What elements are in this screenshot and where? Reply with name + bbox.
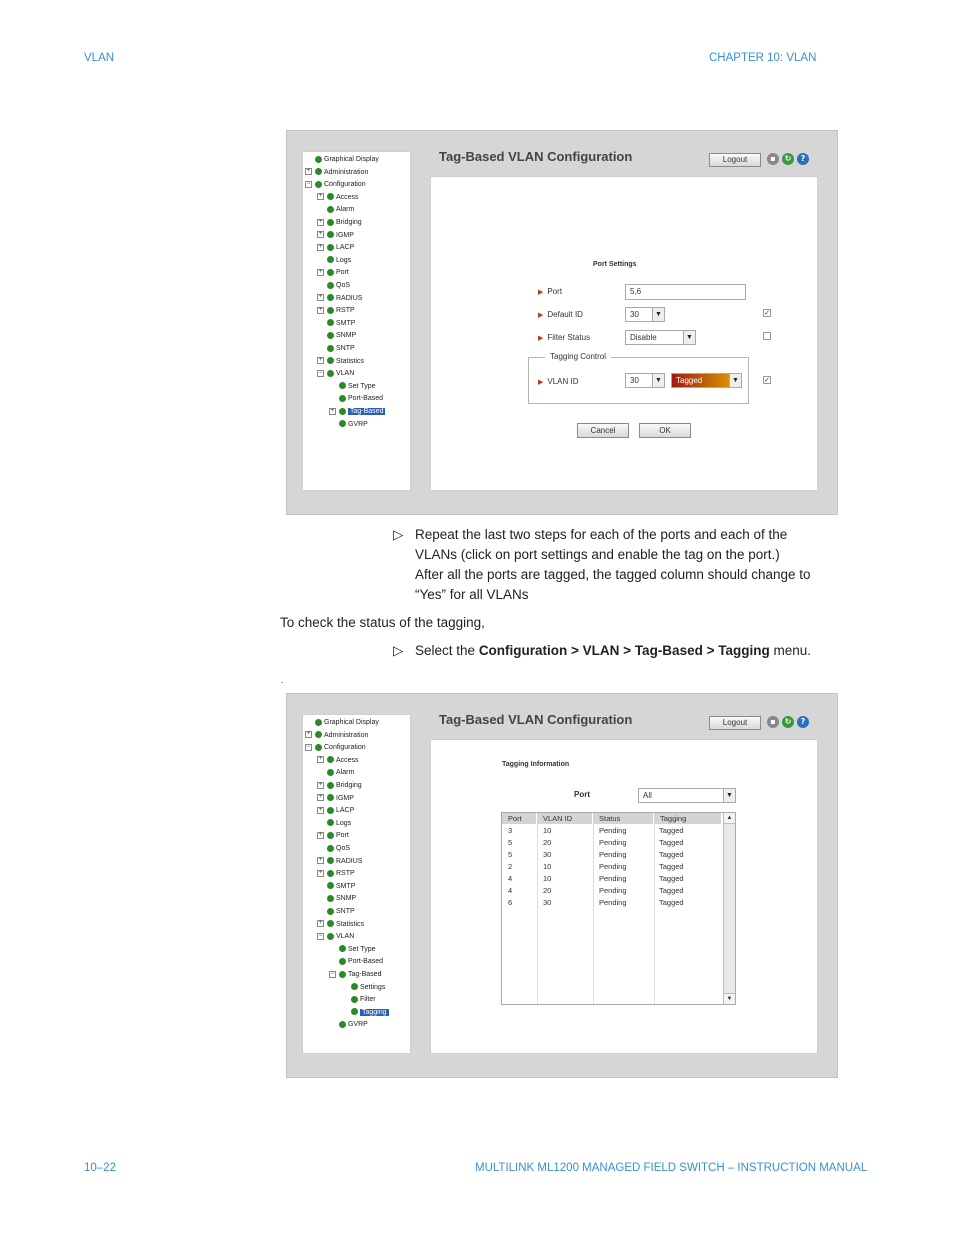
cell-tagging: Tagged	[659, 862, 684, 871]
cell-status: Pending	[599, 838, 627, 847]
nav-tree	[302, 151, 411, 491]
cell-tagging: Tagged	[659, 886, 684, 895]
cell-status: Pending	[599, 826, 627, 835]
expand-icon[interactable]: +	[318, 756, 323, 763]
nav-item-snmp[interactable]	[317, 893, 356, 905]
nav-item-qos[interactable]	[317, 280, 350, 292]
tagging-control-label: Tagging Control	[545, 352, 611, 361]
collapse-icon[interactable]: −	[318, 932, 323, 939]
nav-item-label: SMTP	[336, 319, 356, 327]
cell-vlan-id: 20	[543, 838, 552, 847]
nav-item-label: Administration	[324, 168, 369, 176]
bullet-icon	[327, 908, 334, 915]
nav-item-label: SNTP	[336, 345, 355, 352]
cell-vlan-id: 20	[543, 886, 552, 895]
nav-item-gvrp[interactable]	[329, 1019, 368, 1031]
bullet-icon	[327, 370, 334, 377]
default-id-select[interactable]: 30 ▼	[625, 307, 665, 322]
cell-vlan-id: 30	[543, 898, 552, 907]
bullet-icon	[315, 168, 322, 175]
nav-item-label: SMTP	[336, 882, 356, 890]
cell-port: 5	[508, 850, 513, 859]
expand-icon[interactable]: +	[318, 357, 323, 364]
cancel-button[interactable]: Cancel	[577, 423, 629, 438]
nav-item-port[interactable]	[317, 267, 349, 279]
nav-item-lacp[interactable]	[317, 805, 354, 817]
tagging-table	[501, 812, 736, 1005]
nav-item-label: LACP	[336, 807, 355, 815]
expand-icon[interactable]: +	[306, 731, 311, 738]
bullet-icon	[327, 345, 334, 352]
bullet-icon	[327, 307, 334, 314]
bullet-icon	[339, 420, 346, 427]
stray-dot: .	[281, 675, 284, 685]
bullet-icon	[339, 958, 346, 965]
bullet-icon	[327, 206, 334, 213]
nav-item-label: Administration	[324, 731, 369, 739]
cell-port: 5	[508, 838, 513, 847]
bullet-icon	[351, 983, 358, 990]
nav-item-tag-based[interactable]	[329, 969, 381, 981]
bullet-icon	[327, 357, 334, 364]
save-icon[interactable]: ▪	[767, 153, 779, 165]
nav-item-set-type[interactable]	[329, 381, 376, 393]
logout-button[interactable]: Logout	[709, 716, 761, 730]
bullet-triangle-icon: ▷	[393, 527, 404, 542]
scroll-up-icon[interactable]: ▲	[724, 813, 735, 824]
cell-vlan-id: 10	[543, 862, 552, 871]
bullet-icon	[327, 870, 334, 877]
nav-item-igmp[interactable]	[317, 230, 354, 242]
cell-port: 3	[508, 826, 513, 835]
tagging-info-title: Tagging Information	[502, 761, 570, 768]
nav-item-label: Port-Based	[348, 958, 384, 966]
nav-item-label: LACP	[336, 244, 355, 252]
nav-item-label: Set Type	[348, 382, 376, 390]
filter-status-label: ▶ Filter Status	[538, 333, 591, 342]
bullet-icon	[327, 782, 334, 789]
screenshot-port-settings	[286, 130, 838, 515]
nav-item-igmp[interactable]	[317, 793, 354, 805]
nav-item-label: QoS	[336, 845, 351, 852]
cell-vlan-id: 10	[543, 874, 552, 883]
expand-icon[interactable]: +	[318, 869, 323, 876]
nav-item-lacp[interactable]	[317, 242, 354, 254]
table-scrollbar[interactable]	[723, 813, 735, 1004]
cell-tagging: Tagged	[659, 826, 684, 835]
nav-item-access[interactable]	[317, 192, 359, 204]
expand-icon[interactable]: +	[306, 168, 311, 175]
expand-icon[interactable]: +	[318, 231, 323, 238]
tag-select[interactable]: Tagged ▼	[671, 373, 742, 388]
bullet-icon	[327, 769, 334, 776]
content-panel	[430, 176, 818, 491]
collapse-icon[interactable]: −	[330, 970, 335, 977]
expand-icon[interactable]: +	[318, 857, 323, 864]
nav-item-smtp[interactable]	[317, 881, 355, 893]
nav-item-label: Bridging	[336, 219, 362, 226]
nav-item-label: Configuration	[324, 181, 366, 189]
nav-item-configuration[interactable]	[305, 179, 366, 191]
nav-item-logs[interactable]	[317, 255, 351, 267]
nav-item-label: Tag-Based	[350, 408, 384, 415]
nav-item-label: VLAN	[336, 933, 355, 941]
save-icon[interactable]: ▪	[767, 716, 779, 728]
cell-vlan-id: 30	[543, 850, 552, 859]
nav-item-label: Port	[336, 832, 349, 840]
bullet-icon	[315, 744, 322, 751]
nav-item-label: Logs	[336, 819, 352, 827]
cell-status: Pending	[599, 862, 627, 871]
nav-item-label: Settings	[360, 983, 386, 991]
cell-tagging: Tagged	[659, 850, 684, 859]
nav-item-logs[interactable]	[317, 818, 351, 830]
bullet-icon	[327, 256, 334, 263]
cell-status: Pending	[599, 886, 627, 895]
footer-left: 10–22	[84, 1162, 116, 1174]
nav-item-label: RSTP	[336, 870, 355, 878]
nav-item-alarm[interactable]	[317, 204, 354, 216]
cell-port: 6	[508, 898, 513, 907]
nav-item-radius[interactable]	[317, 856, 362, 868]
collapse-icon[interactable]: −	[306, 180, 311, 187]
expand-icon[interactable]: +	[318, 218, 323, 225]
header-left: VLAN	[84, 52, 115, 64]
nav-item-alarm[interactable]	[317, 767, 354, 779]
bullet-icon	[351, 1008, 358, 1015]
cell-port: 4	[508, 874, 513, 883]
nav-item-label: SNMP	[336, 895, 357, 903]
cell-status: Pending	[599, 874, 627, 883]
filter-status-checkbox[interactable]	[763, 332, 771, 340]
vlan-id-checkbox[interactable]: ✓	[764, 376, 770, 384]
nav-item-configuration[interactable]	[305, 742, 366, 754]
nav-item-label: Alarm	[336, 206, 355, 214]
expand-icon[interactable]: +	[318, 306, 323, 313]
bullet-triangle-icon: ▷	[393, 643, 404, 658]
expand-icon[interactable]: +	[318, 794, 323, 801]
nav-item-label: Configuration	[324, 744, 366, 752]
cell-status: Pending	[599, 898, 627, 907]
bullet-icon	[339, 971, 346, 978]
bullet-icon	[315, 181, 322, 188]
nav-item-label: RSTP	[336, 307, 355, 315]
bullet-icon	[327, 219, 334, 226]
nav-item-sntp[interactable]	[317, 906, 355, 918]
expand-icon[interactable]: +	[318, 832, 323, 839]
help-icon[interactable]: ?	[797, 153, 809, 165]
nav-item-label: Tag-Based	[348, 971, 382, 978]
footer-right: MULTILINK ML1200 MANAGED FIELD SWITCH – INSTRUCTION MANUAL	[475, 1162, 868, 1174]
nav-item-graphical-display[interactable]	[305, 154, 379, 166]
bullet-icon	[327, 882, 334, 889]
nav-item-label: Bridging	[336, 782, 362, 789]
cell-tagging: Tagged	[659, 838, 684, 847]
default-id-label: ▶ Default ID	[538, 310, 583, 319]
nav-item-statistics[interactable]	[317, 919, 364, 931]
cell-tagging: Tagged	[659, 898, 684, 907]
bullet-icon	[315, 731, 322, 738]
col-header-vlan-id[interactable]: VLAN ID	[537, 813, 593, 824]
nav-item-access[interactable]	[317, 755, 359, 767]
nav-item-vlan[interactable]	[317, 931, 354, 943]
collapse-icon[interactable]: −	[318, 369, 323, 376]
nav-item-label: Port-Based	[348, 395, 384, 403]
nav-item-administration[interactable]	[305, 730, 368, 742]
nav-item-label: VLAN	[336, 370, 355, 378]
nav-item-graphical-display[interactable]	[305, 717, 379, 729]
nav-item-label: Port	[336, 269, 349, 277]
nav-item-snmp[interactable]	[317, 330, 356, 342]
nav-item-port-based[interactable]	[329, 393, 383, 405]
nav-item-bridging[interactable]	[317, 780, 362, 792]
nav-item-label: IGMP	[336, 231, 354, 239]
nav-item-label: QoS	[336, 282, 351, 289]
nav-item-vlan[interactable]	[317, 368, 354, 380]
nav-item-label: Graphical Display	[324, 156, 379, 163]
nav-tree	[302, 714, 411, 1054]
nav-item-label: Access	[336, 193, 359, 201]
scroll-down-icon[interactable]: ▼	[724, 993, 735, 1004]
expand-icon[interactable]: +	[318, 243, 323, 250]
nav-item-label: Statistics	[336, 920, 365, 928]
bullet-line-1: Repeat the last two steps for each of the ports and each of the	[415, 527, 788, 542]
expand-icon[interactable]: +	[318, 193, 323, 200]
nav-item-radius[interactable]	[317, 293, 362, 305]
bullet-icon	[327, 857, 334, 864]
bullet-icon	[327, 319, 334, 326]
expand-icon[interactable]: +	[318, 806, 323, 813]
expand-icon[interactable]: +	[318, 920, 323, 927]
nav-item-label: RADIUS	[336, 294, 363, 302]
cell-status: Pending	[599, 850, 627, 859]
bullet-icon	[339, 395, 346, 402]
nav-item-label: Graphical Display	[324, 719, 379, 726]
bullet-icon	[351, 996, 358, 1003]
expand-icon[interactable]: +	[318, 294, 323, 301]
bullet-icon	[327, 231, 334, 238]
bullet-icon	[327, 282, 334, 289]
bullet-icon	[327, 244, 334, 251]
nav-item-label: Tagging	[362, 1008, 387, 1016]
bullet-line-3: After all the ports are tagged, the tagged column should change to	[415, 567, 811, 582]
bullet-icon	[315, 156, 322, 163]
nav-item-filter[interactable]	[341, 994, 376, 1006]
ok-button[interactable]: OK	[639, 423, 691, 438]
nav-item-smtp[interactable]	[317, 318, 355, 330]
nav-item-rstp[interactable]	[317, 868, 355, 880]
bullet-icon	[327, 933, 334, 940]
nav-item-settings[interactable]	[341, 982, 385, 994]
bullet-icon	[327, 819, 334, 826]
expand-icon[interactable]: +	[318, 781, 323, 788]
bullet-icon	[327, 807, 334, 814]
nav-item-tag-based[interactable]	[329, 406, 385, 418]
bullet-icon	[327, 269, 334, 276]
nav-item-statistics[interactable]	[317, 356, 364, 368]
nav-item-sntp[interactable]	[317, 343, 355, 355]
bullet-icon	[327, 920, 334, 927]
nav-item-label: Access	[336, 756, 359, 764]
bullet-icon	[339, 945, 346, 952]
nav-item-rstp[interactable]	[317, 305, 355, 317]
chevron-down-icon: ▼	[652, 308, 664, 321]
bullet-line-2: VLANs (click on port settings and enable the tag on the port.)	[415, 547, 780, 562]
default-id-checkbox[interactable]: ✓	[764, 309, 770, 317]
bullet-icon	[339, 408, 346, 415]
nav-item-label: Logs	[336, 256, 352, 264]
nav-item-bridging[interactable]	[317, 217, 362, 229]
content-panel	[430, 739, 818, 1054]
nav-item-port[interactable]	[317, 830, 349, 842]
nav-item-administration[interactable]	[305, 167, 368, 179]
select-instruction: Select the Configuration > VLAN > Tag-Based > Tagging menu.	[415, 643, 811, 658]
refresh-icon[interactable]: ↻	[782, 153, 794, 165]
bullet-line-4: “Yes” for all VLANs	[415, 587, 529, 602]
bullet-icon	[327, 845, 334, 852]
chevron-down-icon: ▼	[723, 789, 735, 802]
bullet-icon	[339, 1021, 346, 1028]
vlan-id-label: ▶ VLAN ID	[538, 377, 579, 386]
port-label: ▶ Port	[538, 287, 563, 296]
port-filter-select[interactable]: All ▼	[638, 788, 736, 803]
bullet-icon	[327, 294, 334, 301]
nav-item-port-based[interactable]	[329, 956, 383, 968]
bullet-icon	[339, 382, 346, 389]
chevron-down-icon: ▼	[652, 374, 664, 387]
nav-item-label: RADIUS	[336, 857, 363, 865]
nav-item-label: Filter	[360, 996, 376, 1004]
cell-port: 2	[508, 862, 513, 871]
refresh-icon[interactable]: ↻	[782, 716, 794, 728]
port-settings-title: Port Settings	[593, 261, 637, 268]
port-filter-label: Port	[574, 790, 590, 799]
nav-item-qos[interactable]	[317, 843, 350, 855]
screenshot-tagging-info	[286, 693, 838, 1078]
cell-tagging: Tagged	[659, 874, 684, 883]
col-header-port[interactable]: Port	[502, 813, 537, 824]
nav-item-label: Set Type	[348, 945, 376, 953]
expand-icon[interactable]: +	[318, 269, 323, 276]
page-title: Tag-Based VLAN Configuration	[439, 712, 633, 727]
col-header-tagging[interactable]: Tagging	[654, 813, 722, 824]
port-input[interactable]: 5,6	[625, 284, 746, 300]
cell-port: 4	[508, 886, 513, 895]
col-header-status[interactable]: Status	[593, 813, 654, 824]
chevron-down-icon: ▼	[683, 331, 695, 344]
help-icon[interactable]: ?	[797, 716, 809, 728]
nav-item-label: GVRP	[348, 1021, 368, 1029]
bullet-icon	[315, 719, 322, 726]
nav-item-tagging[interactable]	[341, 1007, 389, 1019]
nav-item-label: SNTP	[336, 908, 355, 915]
bullet-icon	[327, 794, 334, 801]
header-right: CHAPTER 10: VLAN	[709, 52, 817, 64]
nav-item-label: Alarm	[336, 769, 355, 777]
nav-item-gvrp[interactable]	[329, 419, 368, 431]
vlan-id-select[interactable]: 30 ▼	[625, 373, 665, 388]
expand-icon[interactable]: +	[330, 407, 335, 414]
page-title: Tag-Based VLAN Configuration	[439, 149, 633, 164]
nav-item-label: Statistics	[336, 357, 365, 365]
chevron-down-icon: ▼	[729, 374, 741, 387]
bullet-icon	[327, 895, 334, 902]
check-status-text: To check the status of the tagging,	[280, 615, 485, 630]
filter-status-select[interactable]: Disable ▼	[625, 330, 696, 345]
nav-item-label: GVRP	[348, 420, 368, 428]
collapse-icon[interactable]: −	[306, 743, 311, 750]
cell-vlan-id: 10	[543, 826, 552, 835]
bullet-icon	[327, 756, 334, 763]
nav-item-set-type[interactable]	[329, 944, 376, 956]
nav-item-label: IGMP	[336, 794, 354, 802]
bullet-icon	[327, 832, 334, 839]
nav-item-label: SNMP	[336, 332, 357, 340]
bullet-icon	[327, 332, 334, 339]
logout-button[interactable]: Logout	[709, 153, 761, 167]
bullet-icon	[327, 193, 334, 200]
